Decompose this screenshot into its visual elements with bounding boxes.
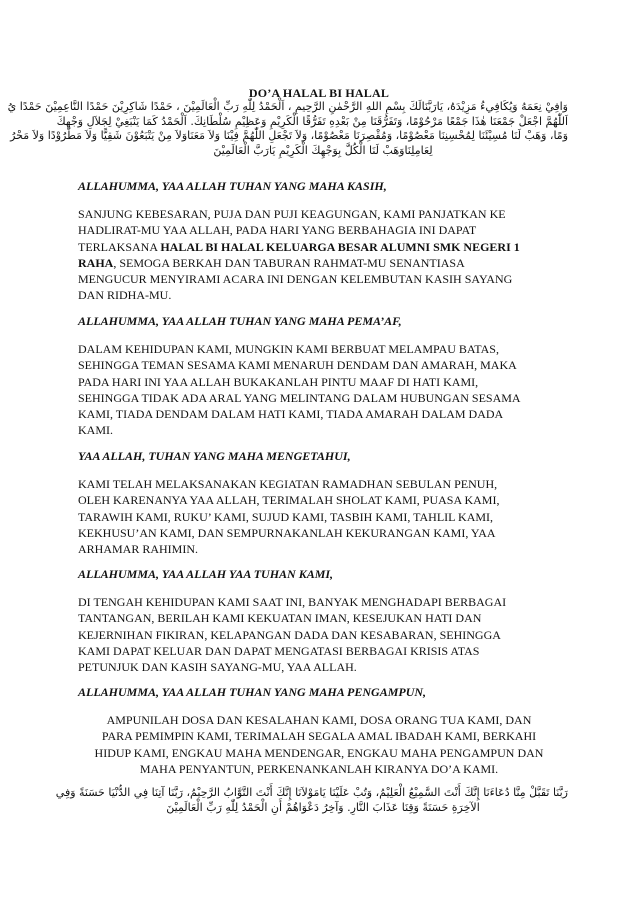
paragraph-line: KAMI.	[78, 423, 113, 438]
paragraph-line: DAN RIDHA-MU.	[78, 288, 172, 303]
section-heading: ALLAHUMMA, YAA ALLAH TUHAN YANG MAHA PENGAMPUN,	[78, 685, 427, 699]
paragraph-line: TARAWIH KAMI, RUKU’ KAMI, SUJUD KAMI, TASBIH KAMI, TAHLIL KAMI,	[78, 509, 494, 524]
paragraph-line: HIDUP KAMI, ENGKAU MAHA MENDENGAR, ENGKAU MAHA PENGAMPUN DAN	[94, 745, 544, 760]
paragraph-line: KAMI, TIADA DENDAM DALAM HATI KAMI, TIADA AMARAH DALAM DADA	[78, 407, 504, 422]
paragraph-line: TANTANGAN, BERILAH KAMI KEKUATAN IMAN, KESEJUKAN HATI DAN	[78, 611, 482, 626]
paragraph-line	[78, 255, 560, 271]
paragraph-line: DALAM KEHIDUPAN KAMI, MUNGKIN KAMI BERBUAT MELAMPAU BATAS,	[78, 342, 499, 357]
paragraph-line: ARHAMAR RAHIMIN.	[78, 542, 199, 557]
paragraph-line: HADLIRAT-MU YAA ALLAH, PADA HARI YANG BERBAHAGIA INI DAPAT	[78, 223, 477, 238]
arabic-line: وَافِيْ نِعَمَهُ وَيُكَافِيءُ مَزِيْدَهُ، يَارَبَّنَالَكَ بِسْمِ اللهِ الرَّحْمٰنِ الرَّحِيمِ ، اَلْحَمْدُ لِلّٰهِ رَبِّ الْعَالَمِيْنَ ، حَمْدًا شَاكِرِيْنَ حَمْدًا النَّاعِمِيْنَ حَمْدًا يُ	[7, 100, 568, 113]
section-maha-pemaaf	[78, 313, 560, 438]
paragraph-line: KEJERNIHAN FIKIRAN, KELAPANGAN DADA DAN KESABARAN, SEHINGGA	[78, 627, 501, 642]
paragraph-line: PETUNJUK DAN KASIH SAYANG-MU, YAA ALLAH.	[78, 660, 357, 675]
paragraph-line: SEHINGGA TEMAN SESAMA KAMI MENARUH DENDAM DAN AMARAH, MAKA	[78, 358, 517, 373]
arabic-line: وَمًا، وَهَبْ لَنَا مُسِيْئَنَا لِمُحْسِنِنَا مَعْصُوْمًا، وَمُقْصِرَنَا مَعْصُوْمًا، وَلاَ تَجْعَلِ اللّٰهُمَّ فِيْنَا وَلاَ مَعَنَاوَلاَ مِنْ يَتْبَعُوْنَ شَقِيًّا وَلاَ مَطْرُوْدًا وَلاَ مَحْرُ	[10, 129, 568, 142]
paragraph-line: KAMI TELAH MELAKSANAKAN KEGIATAN RAMADHAN SEBULAN PENUH,	[78, 477, 498, 492]
paragraph-line: MAHA PENYANTUN, PERKENANKANLAH KIRANYA DO’A KAMI.	[139, 761, 499, 776]
section-maha-mengetahui	[78, 448, 560, 557]
arabic-closing-prayer	[55, 786, 568, 815]
paragraph-line: TERLAKSANA HALAL BI HALAL KELUARGA BESAR ALUMNI SMK NEGERI 1	[78, 239, 520, 254]
section-maha-kasih	[78, 178, 560, 303]
paragraph-line: AMPUNILAH DOSA DAN KESALAHAN KAMI, DOSA ORANG TUA KAMI, DAN	[106, 713, 532, 728]
paragraph-line: OLEH KARENANYA YAA ALLAH, TERIMALAH SHOLAT KAMI, PUASA KAMI,	[78, 493, 500, 508]
page-title: DO’A HALAL BI HALAL	[248, 86, 390, 100]
paragraph-line: KEKHUSU’AN KAMI, DAN SEMPURNAKANLAH KEKURANGAN KAMI, YAA	[78, 525, 496, 540]
paragraph-line: MENGUCUR MENYIRAMI ACARA INI DENGAN KELEMBUTAN KASIH SAYANG	[78, 272, 513, 287]
section-tuhan-kami	[78, 566, 560, 675]
section-maha-pengampun	[78, 684, 560, 777]
paragraph-line: SEHINGGA TIDAK ADA ARAL YANG MELINTANG DALAM HUBUNGAN SESAMA	[78, 390, 521, 405]
paragraph-line: PARA PEMIMPIN KAMI, TERIMALAH SEGALA AMAL IBADAH KAMI, BERKAHI	[101, 729, 537, 744]
paragraph-line: KAMI DAPAT KELUAR DAN DAPAT MENGATASI BERBAGAI KRISIS ATAS	[78, 643, 480, 658]
paragraph-line: SANJUNG KEBESARAN, PUJA DAN PUJI KEAGUNGAN, KAMI PANJATKAN KE	[78, 207, 506, 222]
arabic-line: لِعَامِلِنَاوَهَبْ لَنَا الْكُلَّ بِوَجْهِكَ الْكَرِيْمِ يَارَبَّ الْعَالَمِيْنَ	[213, 143, 433, 157]
section-heading: ALLAHUMMA, YAA ALLAH TUHAN YANG MAHA PEMA’AF,	[78, 314, 402, 328]
arabic-line: الآخِرَةِ حَسَنَةً وَقِنَا عَذَابَ النَّارِ. وَآخِرُ دَعْوَاهُمْ أَنِ الْحَمْدُ لِلّٰهِ رَبِّ الْعَالَمِيْنَ	[166, 800, 480, 814]
section-heading: YAA ALLAH, TUHAN YANG MAHA MENGETAHUI,	[78, 449, 351, 463]
paragraph-line: PADA HARI INI YAA ALLAH BUKAKANLAH PINTU MAAF DI HATI KAMI,	[78, 374, 479, 389]
event-name-cont: RAHA	[78, 255, 114, 270]
section-heading: ALLAHUMMA, YAA ALLAH TUHAN YANG MAHA KASIH,	[78, 179, 387, 193]
event-name: HALAL BI HALAL KELUARGA BESAR ALUMNI SMK NEGERI 1	[160, 239, 520, 254]
paragraph-rest: , SEMOGA BERKAH DAN TABURAN RAHMAT-MU SENANTIASA	[113, 255, 465, 270]
section-heading: ALLAHUMMA, YAA ALLAH YAA TUHAN KAMI,	[78, 567, 334, 581]
arabic-opening-prayer	[7, 100, 568, 158]
paragraph-line: DI TENGAH KEHIDUPAN KAMI SAAT INI, BANYAK MENGHADAPI BERBAGAI	[78, 595, 507, 610]
arabic-line: اَللّٰهُمَّ اجْعَلْ جَمْعَنَا هٰذَا جَمْعًا مَرْحُوْمًا، وَتَفَرُّقَنَا مِنْ بَعْدِهِ تَفَرُّقًا الْكَرِيْمِ وَعَظِيْمِ سُلْطَانِكَ. اَلْحَمْدُ كَمَا يَنْبَغِيْ لِجَلاَلِ وَجْهِكَ	[56, 114, 568, 128]
arabic-line: رَبَّنَا تَقَبَّلْ مِنَّا دُعَاءَنَا إِنَّكَ أَنْتَ السَّمِيْعُ الْعَلِيْمُ، وَتُبْ عَلَيْنَا يَامَوْلاَنَا إِنَّكَ أَنْتَ التَّوَّابُ الرَّحِيْمُ، رَبَّنَا آتِنَا فِي الدُّنْيَا حَسَنَةً وَفِي	[55, 786, 568, 799]
